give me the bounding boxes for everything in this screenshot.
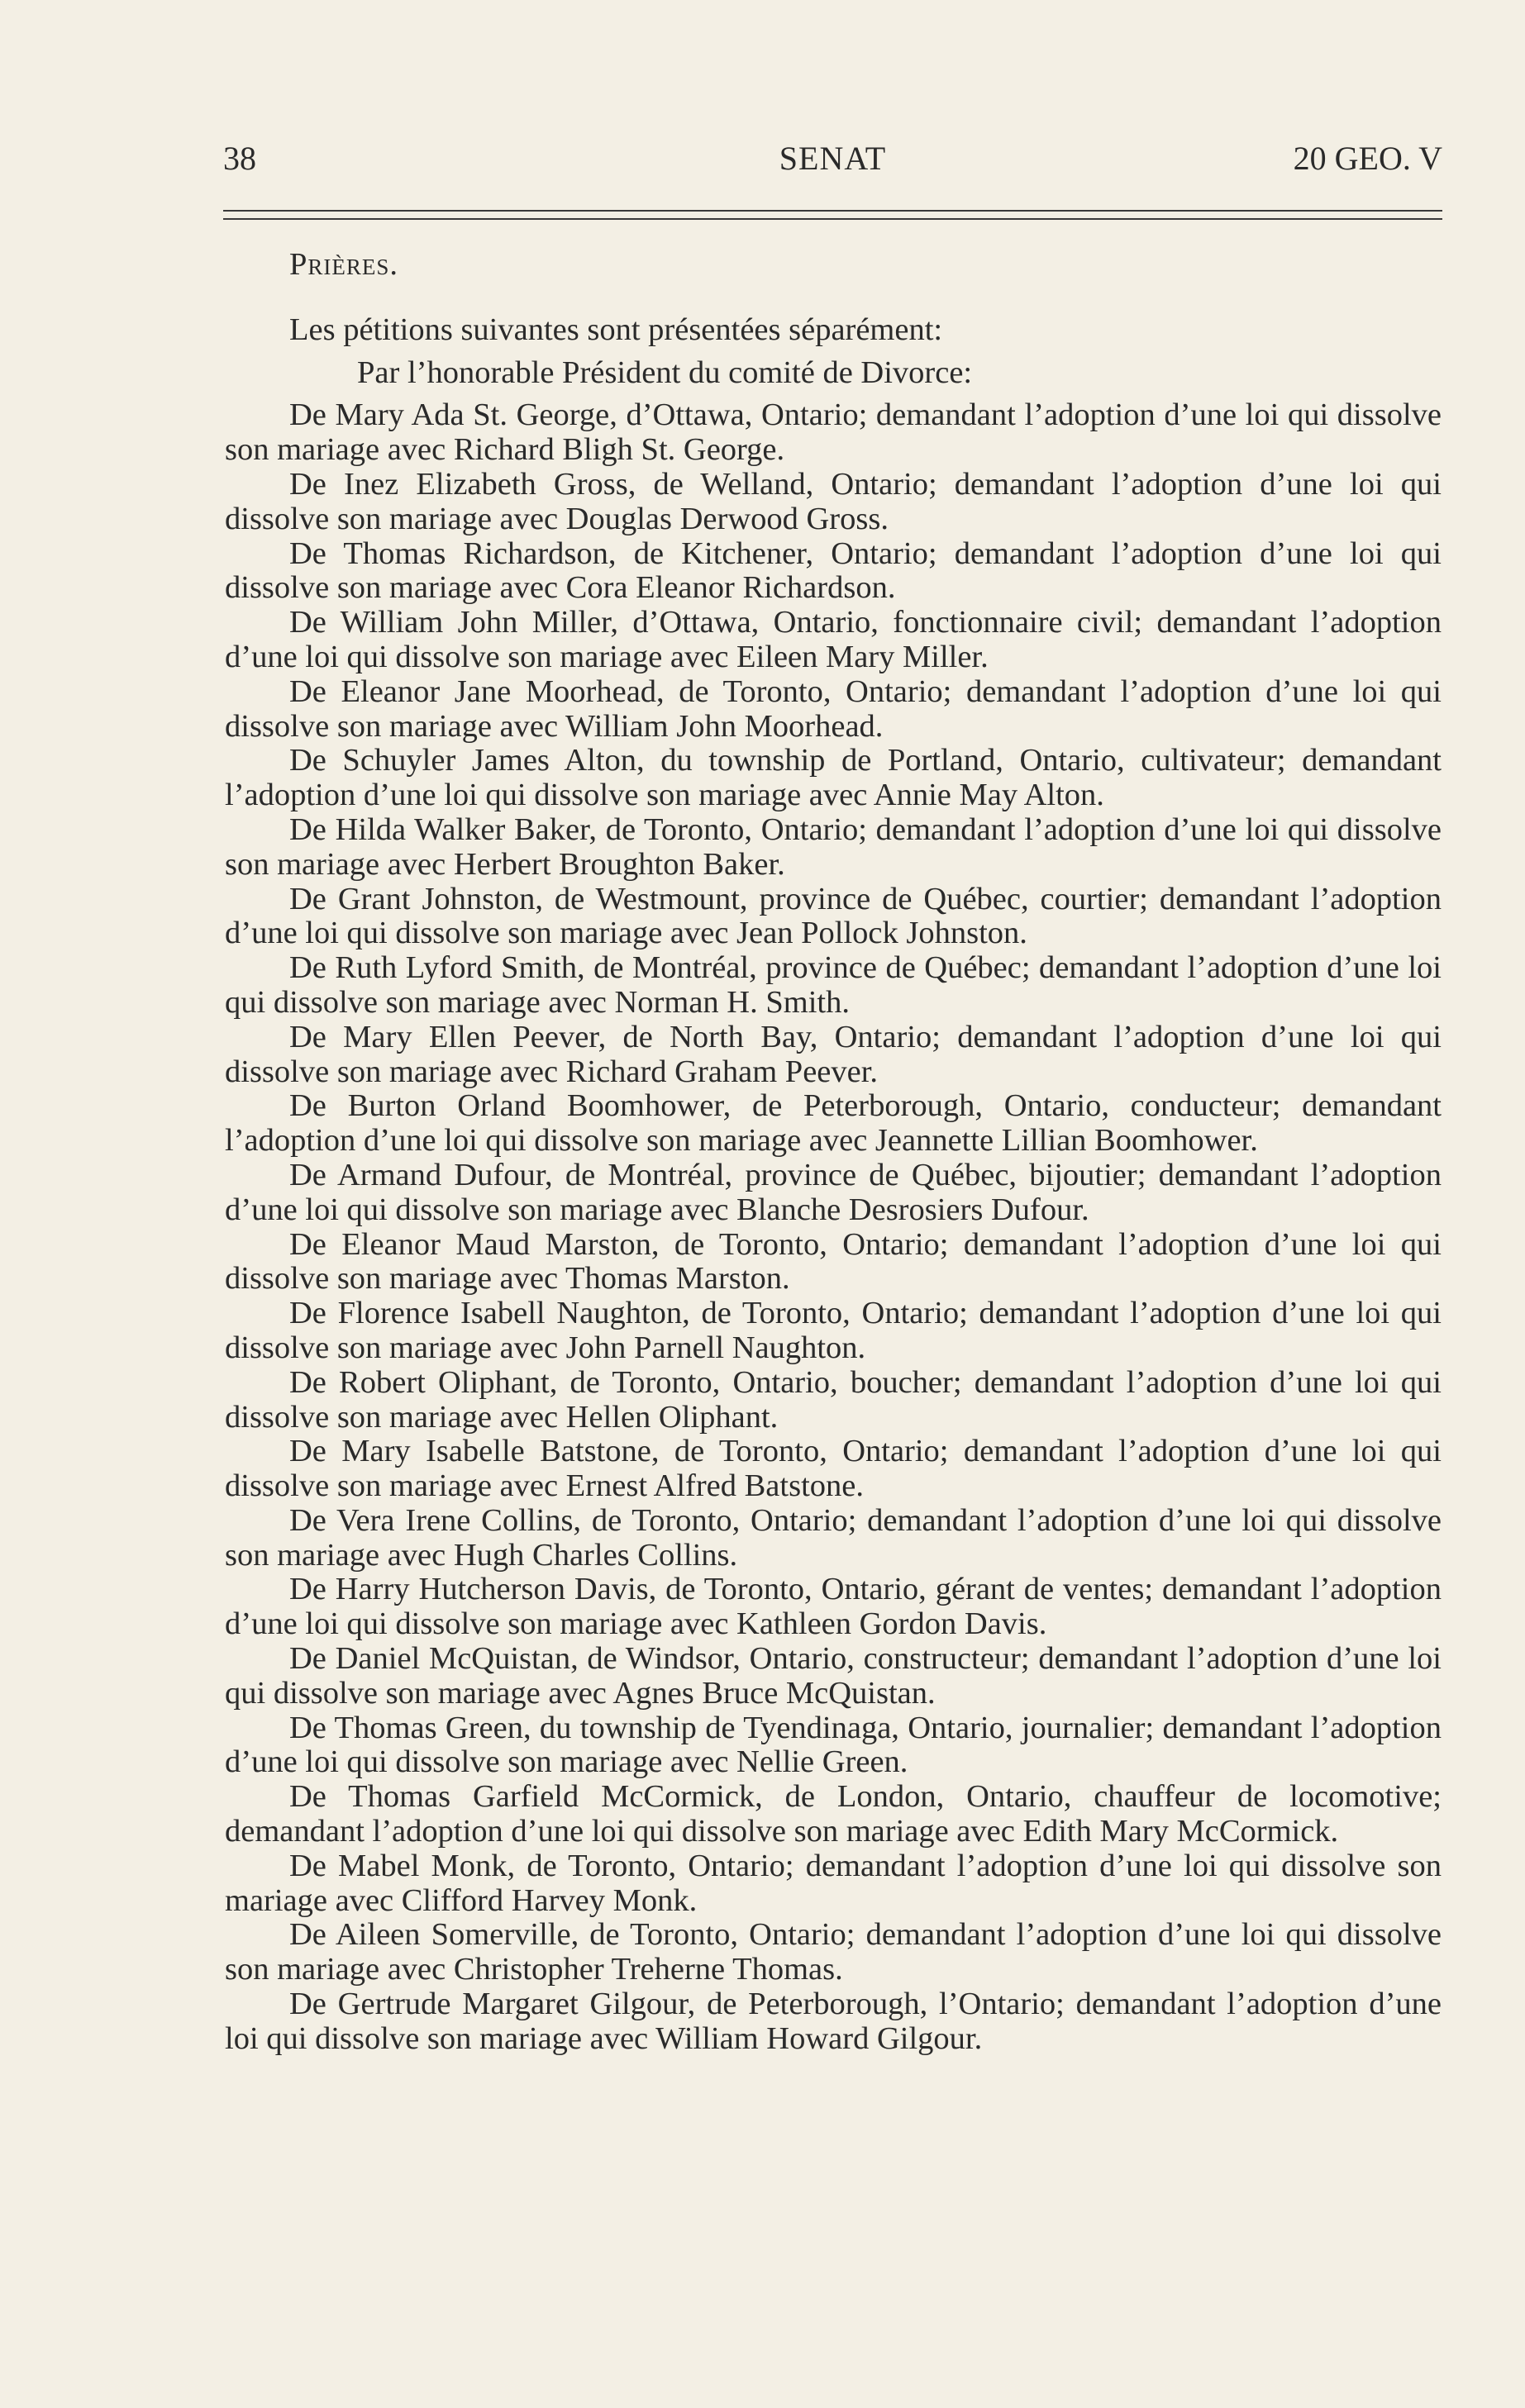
petition-item: De Thomas Richardson, de Kitchener, Ontario; demandant l’adoption d’une loi qui dissolve son mariage avec Cora Eleanor Richardson. (225, 535, 1442, 606)
petition-item: De Schuyler James Alton, du township de Portland, Ontario, cultivateur; demandant l’adoption d’une loi qui dissolve son mariage avec Annie May Alton. (225, 743, 1442, 813)
page-header (223, 139, 1442, 188)
petition-item: De Mary Ellen Peever, de North Bay, Ontario; demandant l’adoption d’une loi qui dissolve son mariage avec Richard Graham Peever. (225, 1019, 1442, 1089)
petition-item: De Mary Ada St. George, d’Ottawa, Ontario; demandant l’adoption d’une loi qui dissolve son mariage avec Richard Bligh St. George. (225, 397, 1442, 468)
header-rule-bottom (223, 218, 1442, 220)
petition-item: De Eleanor Maud Marston, de Toronto, Ontario; demandant l’adoption d’une loi qui dissolve son mariage avec Thomas Marston. (225, 1226, 1442, 1297)
document-body (225, 248, 1442, 2057)
petition-item: De Armand Dufour, de Montréal, province de Québec, bijoutier; demandant l’adoption d’une loi qui dissolve son mariage avec Blanche Desrosiers Dufour. (225, 1157, 1442, 1227)
petition-item: De Mabel Monk, de Toronto, Ontario; demandant l’adoption d’une loi qui dissolve son mariage avec Clifford Harvey Monk. (225, 1848, 1442, 1918)
petition-item: De Ruth Lyford Smith, de Montréal, province de Québec; demandant l’adoption d’une loi qui dissolve son mariage avec Norman H. Smith. (225, 950, 1442, 1020)
petition-item: De Florence Isabell Naughton, de Toronto, Ontario; demandant l’adoption d’une loi qui dissolve son mariage avec John Parnell Naughton. (225, 1296, 1442, 1365)
petition-item: De Inez Elizabeth Gross, de Welland, Ontario; demandant l’adoption d’une loi qui dissolve son mariage avec Douglas Derwood Gross. (225, 466, 1442, 536)
petition-item: De Grant Johnston, de Westmount, province de Québec, courtier; demandant l’adoption d’une loi qui dissolve son mariage avec Jean Pollock Johnston. (225, 881, 1442, 951)
petition-item: De Mary Isabelle Batstone, de Toronto, Ontario; demandant l’adoption d’une loi qui dissolve son mariage avec Ernest Alfred Batstone. (225, 1434, 1442, 1504)
petition-item: De Robert Oliphant, de Toronto, Ontario, boucher; demandant l’adoption d’une loi qui dissolve son mariage avec Hellen Oliphant. (225, 1364, 1442, 1435)
petition-item: De Thomas Green, du township de Tyendinaga, Ontario, journalier; demandant l’adoption d’une loi qui dissolve son mariage avec Nellie Green. (225, 1710, 1442, 1780)
petition-item: De Aileen Somerville, de Toronto, Ontario; demandant l’adoption d’une loi qui dissolve son mariage avec Christopher Treherne Thomas. (225, 1917, 1442, 1987)
reign-label: 20 GEO. V (1293, 140, 1442, 177)
intro-paragraph: Les pétitions suivantes sont présentées séparément: (289, 312, 943, 347)
petition-item: De Vera Irene Collins, de Toronto, Ontario; demandant l’adoption d’une loi qui dissolve son mariage avec Hugh Charles Collins. (225, 1502, 1442, 1573)
petition-item: De Eleanor Jane Moorhead, de Toronto, Ontario; demandant l’adoption d’une loi qui dissolve son mariage avec William John Moorhead. (225, 673, 1442, 744)
sub-intro-paragraph: Par l’honorable Président du comité de Divorce: (357, 355, 973, 390)
petition-list (225, 398, 1442, 2056)
petition-item: De Thomas Garfield McCormick, de London, Ontario, chauffeur de locomotive; demandant l’adoption d’une loi qui dissolve son mariage avec Edith Mary McCormick. (225, 1779, 1442, 1849)
petition-item: De Gertrude Margaret Gilgour, de Peterborough, l’Ontario; demandant l’adoption d’une loi qui dissolve son mariage avec William Howard Gilgour. (225, 1987, 1442, 2056)
page-title: SENAT (779, 140, 887, 177)
header-rule-top (223, 210, 1442, 212)
petition-item: De Harry Hutcherson Davis, de Toronto, Ontario, gérant de ventes; demandant l’adoption d’une loi qui dissolve son mariage avec Kathleen Gordon Davis. (225, 1572, 1442, 1642)
petition-item: De Burton Orland Boomhower, de Peterborough, Ontario, conducteur; demandant l’adoption d’une loi qui dissolve son mariage avec Jeannette Lillian Boomhower. (225, 1088, 1442, 1159)
section-title: Prières. (289, 247, 399, 282)
petition-item: De Daniel McQuistan, de Windsor, Ontario, constructeur; demandant l’adoption d’une loi qui dissolve son mariage avec Agnes Bruce McQuistan. (225, 1641, 1442, 1711)
petition-item: De William John Miller, d’Ottawa, Ontario, fonctionnaire civil; demandant l’adoption d’une loi qui dissolve son mariage avec Eileen Mary Miller. (225, 605, 1442, 674)
page-number: 38 (223, 140, 256, 177)
petition-item: De Hilda Walker Baker, de Toronto, Ontario; demandant l’adoption d’une loi qui dissolve son mariage avec Herbert Broughton Baker. (225, 811, 1442, 882)
